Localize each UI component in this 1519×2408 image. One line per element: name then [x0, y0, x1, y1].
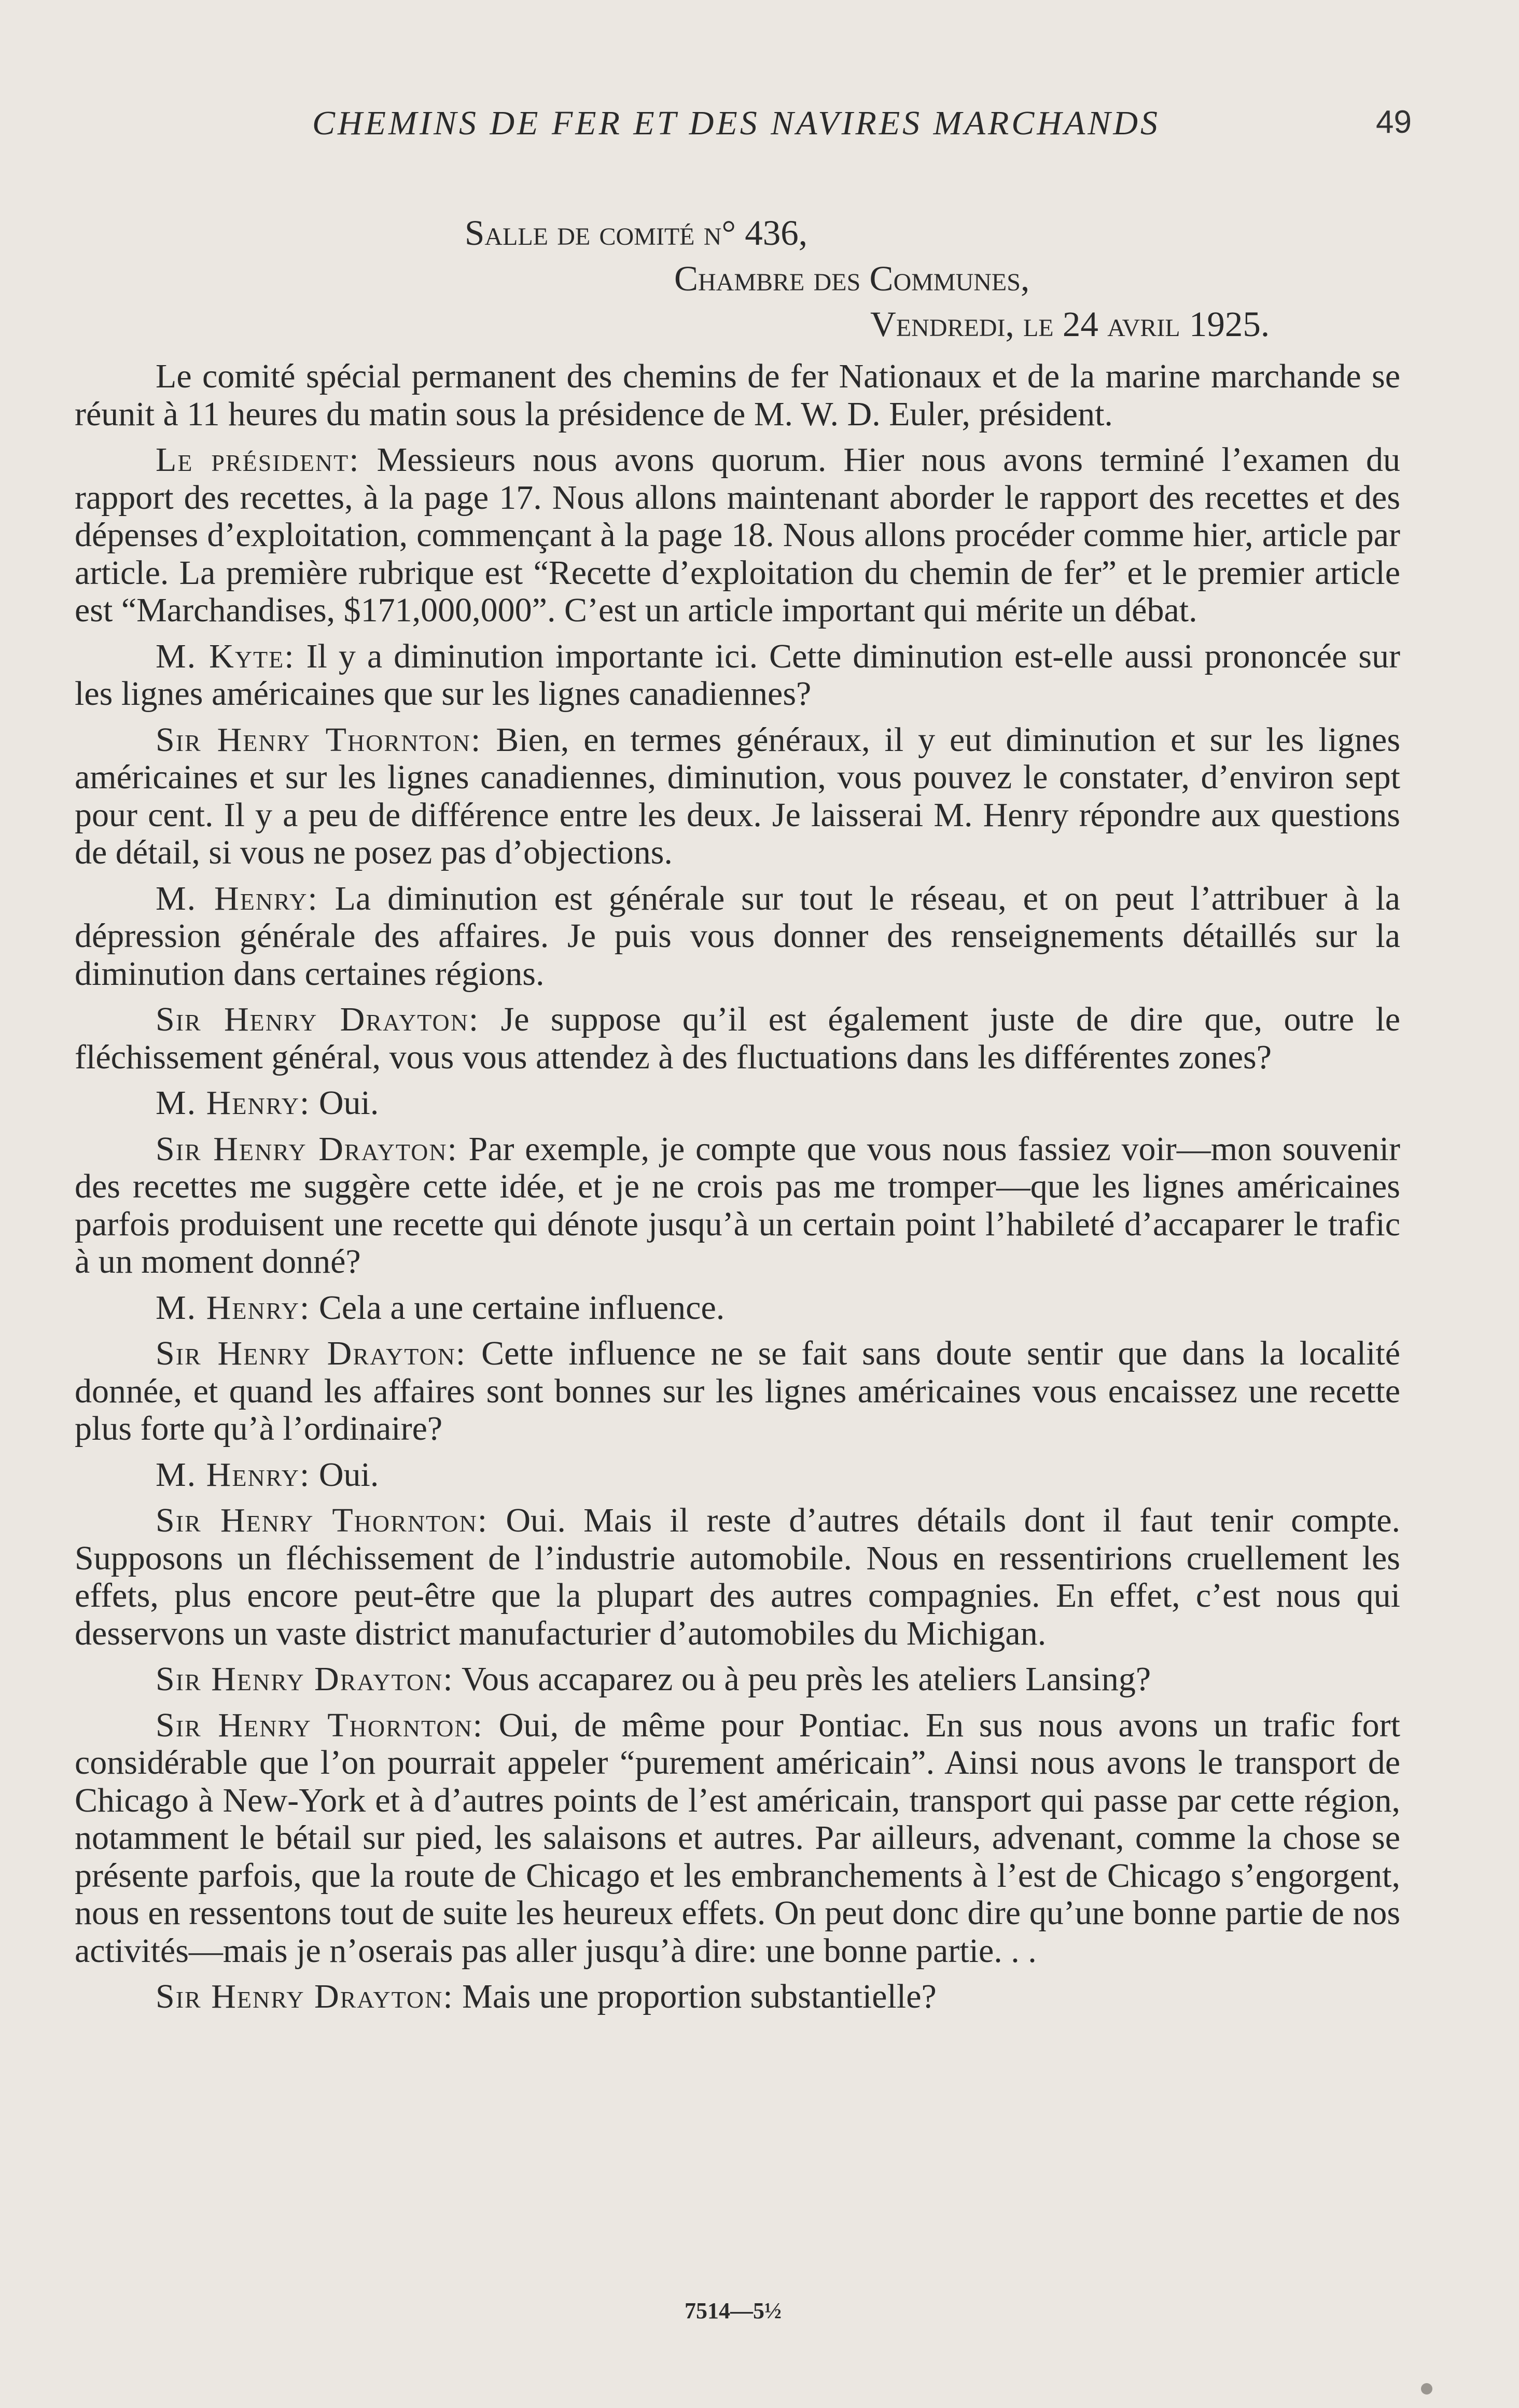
dateline-house: Chambre des Communes, [674, 259, 1030, 298]
speech-text: Messieurs nous avons quorum. Hier nous avons terminé l’examen du rapport des recettes, à la page 17. Nous allons maintenant aborder le rapport des recettes et des dépenses d’exploitation, commençant à la page 18. Nous allons procéder comme hier, article par article. La première rubrique est “Recette d’exploitation du chemin de fer” et le premier article est “Marchandises, $171,000,000”. C’est un article important qui mérite un débat. [75, 441, 1401, 629]
speech-text: Cela a une certaine influence. [318, 1288, 725, 1327]
speech-text: Bien, en termes généraux, il y eut diminution et sur les lignes américaines et sur les lignes canadiennes, diminution, vous pouvez le constater, d’environ sept pour cent. Il y a peu de différence entre les deux. Je laisserai M. Henry répondre aux questions de détail, si vous ne posez pas d’objections. [75, 720, 1401, 871]
speaker-name: Sir Henry Drayton: [156, 1334, 467, 1372]
speech-text: Il y a diminution importante ici. Cette diminution est-elle aussi prononcée sur les lignes américaines que sur les lignes canadiennes? [75, 637, 1400, 713]
minutes-body [75, 358, 1400, 2024]
margin-dot [1421, 2383, 1432, 2395]
speech-text: Oui. Mais il reste d’autres détails dont il faut tenir compte. Supposons un fléchissement de l’industrie automobile. Nous en ressentirions cruellement les effets, plus encore peut-être que la plupart des autres compagnies. En effet, c’est nous qui desservons un vaste district manufacturier d’automobiles du Michigan. [75, 1501, 1401, 1652]
speech-paragraph [75, 1502, 1400, 1652]
speech-text: Je suppose qu’il est également juste de dire que, outre le fléchissement général, vous vous attendez à des fluctuations dans les différentes zones? [75, 1000, 1401, 1076]
speech-text: Oui, de même pour Pontiac. En sus nous avons un trafic fort considérable que l’on pourrait appeler “purement américain”. Ainsi nous avons le transport de Chicago à New-York et à d’autres points de l’est américain, transport qui passe par cette région, notamment le bétail sur pied, les salaisons et autres. Par ailleurs, advenant, comme la chose se présente parfois, que la route de Chicago et les embranchements à l’est de Chicago s’engorgent, nous en ressentons tout de suite les heureux effets. On peut donc dire qu’une bonne partie de nos activités—mais je n’oserais pas aller jusqu’à dire: une bonne partie. . . [75, 1706, 1400, 1970]
speaker-name: Sir Henry Drayton: [156, 1130, 458, 1168]
speech-paragraph [75, 1001, 1400, 1076]
speaker-name: M. Henry: [156, 879, 318, 917]
speech-text: Oui. [318, 1455, 379, 1494]
speaker-name: Le président: [156, 441, 360, 479]
speech-paragraph [75, 1131, 1400, 1281]
speech-paragraph [75, 1978, 1400, 2016]
speaker-name: Sir Henry Drayton: [156, 1978, 454, 2015]
speech-paragraph [75, 638, 1400, 713]
speech-paragraph [75, 1707, 1400, 1970]
speaker-name: Sir Henry Thornton: [156, 1706, 483, 1744]
speaker-name: M. Henry: [156, 1455, 311, 1494]
speech-paragraph [75, 1335, 1400, 1448]
speech-text: Cette influence ne se fait sans doute sentir que dans la localité donnée, et quand les affaires sont bonnes sur les lignes américaines vous encaissez une recette plus forte qu’à l’ordinaire? [75, 1334, 1401, 1447]
opening-paragraph [75, 358, 1400, 433]
speech-paragraph [75, 1661, 1400, 1699]
dateline-date: Vendredi, le 24 avril 1925. [870, 304, 1270, 344]
speech-paragraph [75, 721, 1400, 872]
speech-text: Par exemple, je compte que vous nous fassiez voir—mon souvenir des recettes me suggère cette idée, et je ne crois pas me tromper—que les lignes américaines parfois produisent une recette qui dénote jusqu’à un certain point l’habileté d’accaparer le trafic à un moment donné? [75, 1130, 1401, 1280]
speech-paragraph [75, 880, 1400, 993]
speech-paragraph [75, 441, 1400, 630]
printer-signature-mark: 7514—5½ [685, 2298, 782, 2323]
speaker-name: Sir Henry Thornton: [156, 720, 482, 759]
speech-text: La diminution est générale sur tout le réseau, et on peut l’attribuer à la dépression générale des affaires. Je puis vous donner des renseignements détaillés sur la diminution dans certaines régions. [75, 879, 1401, 993]
speaker-name: M. Henry: [156, 1084, 311, 1122]
speaker-name: M. Henry: [156, 1288, 311, 1327]
speaker-name: Sir Henry Drayton: [156, 1000, 480, 1038]
running-title: CHEMINS DE FER ET DES NAVIRES MARCHANDS [312, 104, 1160, 142]
speaker-name: M. Kyte: [156, 637, 295, 675]
speech-paragraph [75, 1289, 1400, 1327]
speech-text: Oui. [318, 1084, 379, 1122]
page-header [0, 104, 1519, 150]
speech-text: Vous accaparez ou à peu près les ateliers Lansing? [461, 1660, 1151, 1698]
speech-text: Mais une proportion substantielle? [462, 1978, 937, 2015]
speech-paragraph [75, 1456, 1400, 1494]
paragraph-text: Le comité spécial permanent des chemins de fer Nationaux et de la marine marchande se réunit à 11 heures du matin sous la présidence de M. W. D. Euler, président. [75, 357, 1400, 433]
dateline-room: Salle de comité n° 436, [465, 213, 807, 253]
speech-paragraph [75, 1084, 1400, 1122]
speaker-name: Sir Henry Drayton: [156, 1660, 454, 1698]
speaker-name: Sir Henry Thornton: [156, 1501, 489, 1539]
page-number: 49 [1376, 104, 1412, 140]
